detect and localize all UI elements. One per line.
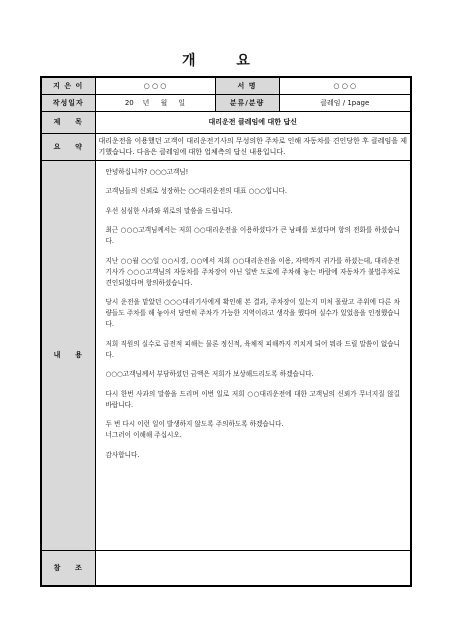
- subject-label: 제 목: [41, 111, 95, 133]
- content-paragraph: 다시 한번 사과의 말씀을 드리며 이번 일로 저희 ○○대리운전에 대한 고객님의 신뢰가 무너지질 않길 바랍니다.: [105, 389, 400, 409]
- content-paragraph: 당시 운전을 맡았던 ○○○대리기사에게 확인해 본 결과, 주차장이 있는지 미처 몰랐고 주위에 다른 차량들도 주차를 해 놓아서 당연히 주차가 가능한 지역이라고 생각을 했다며 실수가 있었음을 인정했습니다.: [105, 298, 400, 328]
- content-paragraph: 고객님들의 신뢰로 성장하는 ○○대리운전의 대표 ○○○입니다.: [105, 187, 287, 195]
- overview-form: [40, 76, 412, 587]
- category-label: 분류/분량: [215, 94, 279, 111]
- content-paragraph: 지난 ○○월 ○○일 ○○시경, ○○에서 저희 ○○대리운전을 이용, 자택까지 귀가를 하셨는데, 대리운전기사가 ○○○고객님의 자동차를 주차장이 아닌 일반 도로에 주차해 놓는 바람에 자동차가 불법주차로 견인되었다며 항의하셨습니다.: [105, 256, 400, 287]
- document-title: 개 요: [182, 53, 268, 69]
- content-paragraph: 두 번 다시 이런 일이 발생하지 않도록 주의하도록 하겠습니다.: [105, 420, 284, 428]
- content-paragraph: 우선 심심한 사과와 위로의 말씀을 드립니다.: [105, 206, 233, 215]
- content-paragraph: 안녕하십니까? ○○○고객님!: [105, 167, 189, 176]
- date-value: 20 년 월 일: [95, 94, 215, 111]
- summary-text: 대리운전을 이용했던 고객이 대리운전기사의 무성의한 주차로 인해 자동차를 견인당한 후 클레임을 제기했습니다. 다음은 클레임에 대한 업체측의 답신 내용입니다.: [95, 133, 411, 160]
- reference-label: 참 조: [41, 550, 95, 586]
- content-paragraph: 최근 ○○○고객님께서는 저희 ○○대리운전을 이용하셨다가 큰 낭패를 보셨다며 항의 전화를 하셨습니다.: [105, 226, 400, 245]
- content-paragraph: 저희 직원의 실수로 금전적 피해는 물론 정신적, 육체적 피해까지 끼치게 되어 뭐라 드릴 말씀이 없습니다.: [105, 339, 400, 359]
- category-value: 클레임 / 1page: [279, 94, 411, 111]
- author-label: 지 은 이: [41, 77, 95, 94]
- summary-label: 요 약: [41, 133, 95, 160]
- content-label: 내 용: [41, 160, 95, 550]
- content-paragraph: ○○○고객님께서 부담하셨던 금액은 저희가 보상해드리도록 하겠습니다.: [105, 370, 314, 378]
- subject-value: 대리운전 클레임에 대한 답신: [95, 111, 411, 133]
- date-label: 작성일자: [41, 94, 95, 111]
- author-value: ○ ○ ○: [95, 77, 215, 94]
- content-paragraph: 감사합니다.: [105, 450, 140, 459]
- content-paragraph: 너그러이 이해해 주십시오.: [105, 431, 182, 439]
- reference-value: [95, 550, 411, 586]
- signature-label: 서 명: [215, 77, 279, 94]
- signature-value: ○ ○ ○: [279, 77, 411, 94]
- content-body: [95, 160, 411, 550]
